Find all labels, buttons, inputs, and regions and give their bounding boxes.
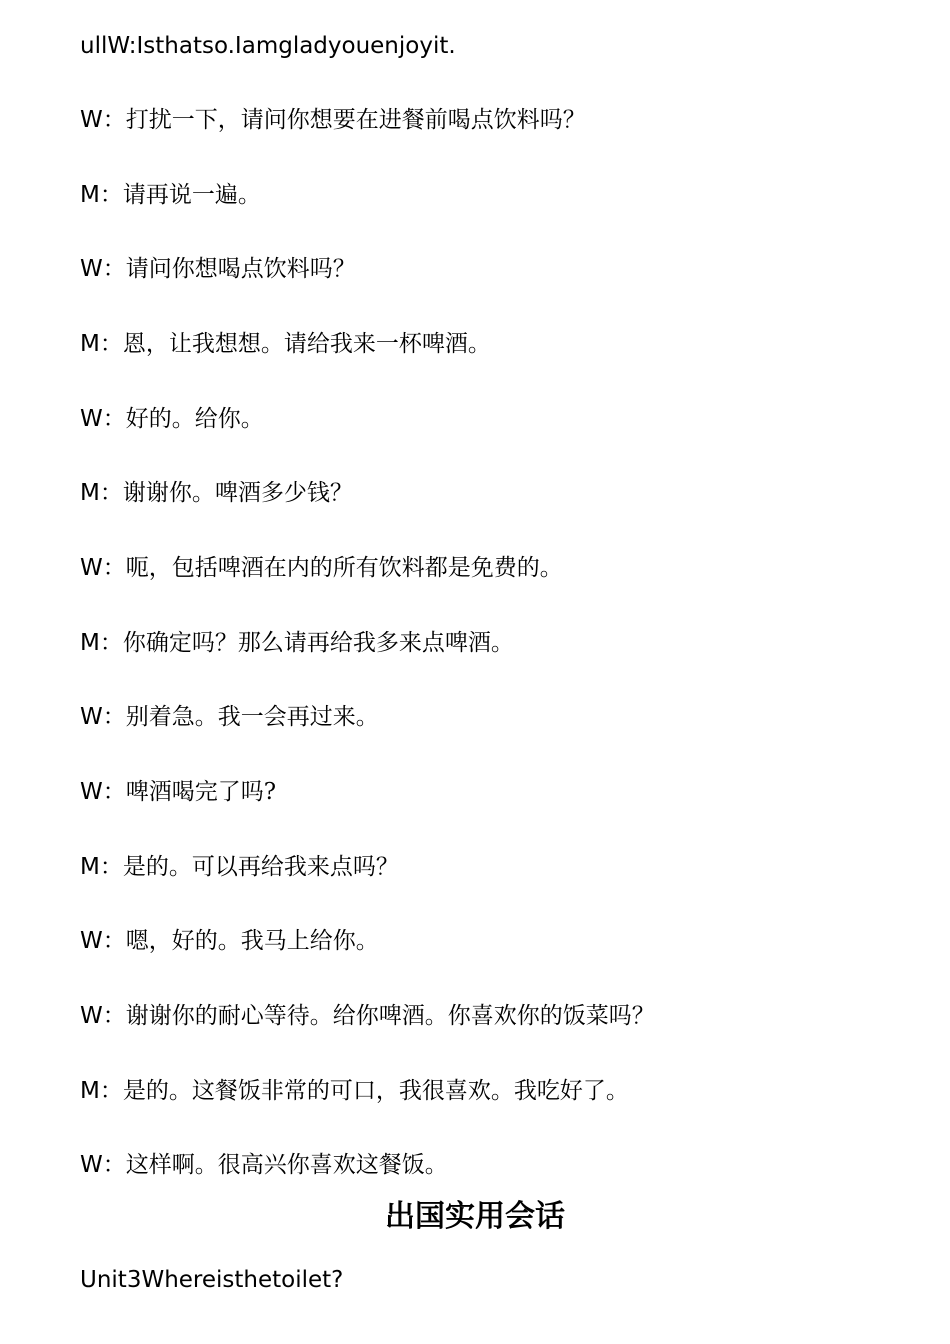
dialogue-line <box>80 478 353 508</box>
dialogue-line <box>80 926 379 956</box>
dialogue-line <box>80 1076 629 1106</box>
line-text: 请问你想喝点饮料吗？ <box>125 256 356 282</box>
line-text: 嗯，好的。我马上给你。 <box>125 928 379 954</box>
speaker-label: M： <box>80 854 123 880</box>
unit-title <box>80 1265 343 1295</box>
line-text: 这样啊。很高兴你喜欢这餐饭。 <box>125 1152 448 1178</box>
dialogue-line <box>80 180 261 210</box>
dialogue-line <box>80 852 399 882</box>
speaker-label: M： <box>80 182 123 208</box>
speaker-label: W： <box>80 928 126 954</box>
dialogue-line <box>80 777 276 807</box>
speaker-label: W： <box>80 555 126 581</box>
speaker-label: M： <box>80 1078 123 1104</box>
speaker-label: W： <box>80 1003 126 1029</box>
line-text: 你确定吗？那么请再给我多来点啤酒。 <box>122 630 514 656</box>
dialogue-line <box>80 1001 655 1031</box>
speaker-label: W： <box>80 1152 126 1178</box>
dialogue-line <box>80 628 514 658</box>
unit-title-text: Unit3Whereisthetoilet? <box>80 1267 344 1293</box>
speaker-label: W： <box>80 256 126 282</box>
line-text: 请再说一遍。 <box>122 182 261 208</box>
line-text: 谢谢你。啤酒多少钱？ <box>122 480 353 506</box>
line-text: 啤酒喝完了吗? <box>125 779 277 805</box>
dialogue-line <box>80 404 264 434</box>
dialogue-line <box>80 329 491 359</box>
speaker-label: M： <box>80 331 123 357</box>
dialogue-line <box>80 105 586 135</box>
line-text: 呃，包括啤酒在内的所有饮料都是免费的。 <box>125 555 563 581</box>
dialogue-line <box>80 1150 448 1180</box>
dialogue-line <box>80 254 356 284</box>
speaker-label: W： <box>80 107 126 133</box>
speaker-label: M： <box>80 630 123 656</box>
line-text: 恩，让我想想。请给我来一杯啤酒。 <box>122 331 491 357</box>
line-text: 好的。给你。 <box>125 406 264 432</box>
line-text: 是的。这餐饭非常的可口，我很喜欢。我吃好了。 <box>122 1078 629 1104</box>
dialogue-line <box>80 31 456 61</box>
line-text: ullW:Isthatso.Iamgladyouenjoyit. <box>80 33 456 59</box>
line-text: 谢谢你的耐心等待。给你啤酒。你喜欢你的饭菜吗？ <box>125 1003 655 1029</box>
speaker-label: W： <box>80 406 126 432</box>
dialogue-line <box>80 553 563 583</box>
speaker-label: M： <box>80 480 123 506</box>
line-text: 别着急。我一会再过来。 <box>125 704 379 730</box>
line-text: 是的。可以再给我来点吗？ <box>122 854 399 880</box>
speaker-label: W： <box>80 779 126 805</box>
section-title: 出国实用会话 <box>385 1199 565 1234</box>
line-text: 打扰一下，请问你想要在进餐前喝点饮料吗？ <box>125 107 586 133</box>
dialogue-line <box>80 702 379 732</box>
speaker-label: W： <box>80 704 126 730</box>
